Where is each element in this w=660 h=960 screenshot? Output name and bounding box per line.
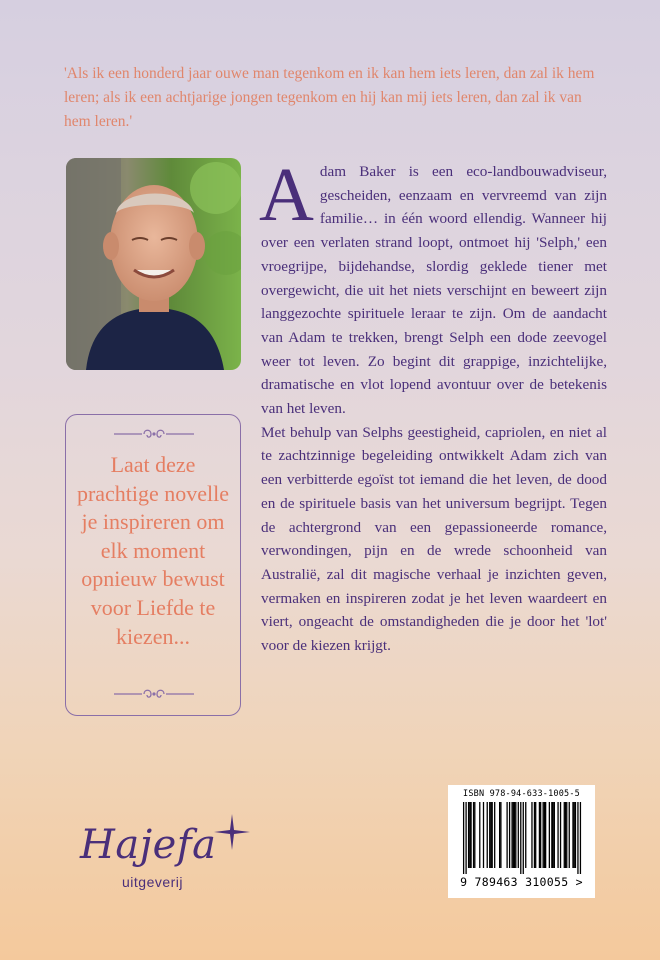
barcode-bar — [511, 802, 512, 868]
barcode-bar — [538, 802, 539, 868]
publisher-logo — [76, 808, 276, 908]
barcode-bar — [499, 802, 500, 868]
barcode-bar — [566, 802, 567, 868]
drop-cap: A — [259, 153, 314, 237]
barcode-bar — [563, 802, 564, 868]
back-cover-quote: 'Als ik een honderd jaar ouwe man tegenkom en ik kan hem iets leren, dan zal ik hem leren; als ik een achtjarige jongen tegenkom en hij kan mij iets leren, dan zal ik van hem leren.' — [64, 65, 595, 131]
description-paragraph-1-text: dam Baker is een eco-landbouwadviseur, gescheiden, eenzaam en vervreemd van zijn familie… in één woord ellendig. Wanneer hij over een verlaten strand loopt, ontmoet hij 'Selph,' een vroegrijpe, bijdehandse, slordig geklede tiener met overgewicht, die uit het niets verschijnt en beweert zijn langgezochte spirituele leraar te zijn. Om de aandacht van Adam te trekken, brengt Selph een dode zeevogel weer tot leven. Zo begint dit grappige, inzichtelijke, dramatische en vlot lopend avontuur over de betekenis van het leven. — [261, 163, 607, 418]
barcode-bar — [533, 802, 534, 868]
barcode-bar — [548, 802, 549, 868]
flourish-ornament-icon — [114, 687, 194, 701]
barcode-bar — [553, 802, 554, 868]
barcode-bar — [544, 802, 545, 868]
barcode-bar — [489, 802, 490, 868]
publisher-name: Hajefa — [80, 822, 217, 868]
description-paragraph-1 — [259, 153, 607, 421]
barcode-bar — [574, 802, 575, 868]
barcode-bar — [465, 802, 466, 874]
callout-text: Laat deze prachtige novelle je inspireren om elk moment opnieuw bewust voor Liefde te kiezen... — [76, 452, 230, 649]
barcode-bar — [513, 802, 514, 868]
barcode-bar — [552, 802, 553, 868]
barcode-bar — [559, 802, 560, 868]
sparkle-star-icon — [214, 814, 250, 850]
barcode-bar — [515, 802, 516, 868]
barcode-bar — [474, 802, 475, 868]
barcode-bar — [508, 802, 509, 868]
barcode-bar — [469, 802, 470, 868]
barcode-bar — [506, 802, 507, 868]
flourish-ornament-icon — [114, 427, 194, 441]
barcode-bar — [579, 802, 580, 874]
barcode-bar — [517, 802, 518, 868]
barcode-bar — [564, 802, 565, 868]
callout-box — [65, 414, 241, 716]
barcode-bar — [494, 802, 495, 868]
barcode-bar — [479, 802, 480, 868]
barcode-bar — [573, 802, 574, 868]
author-photo — [66, 158, 241, 370]
barcode-bar — [470, 802, 471, 868]
book-description — [259, 153, 607, 658]
barcode-bar — [540, 802, 541, 868]
barcode-digits: 9 789463 310055 > — [460, 875, 583, 889]
barcode-bar — [462, 802, 463, 874]
barcode-bar — [491, 802, 492, 868]
isbn-label: ISBN 978-94-633-1005-5 — [463, 789, 580, 799]
barcode-bar — [577, 802, 578, 874]
description-paragraph-2: Met behulp van Selphs geestigheid, capriolen, en niet al te zachtzinnige begeleiding ontwikkelt Adam zich van een verbitterde egoïst tot iemand die het leven, de dood en de spirituele basis van het universum begrijpt. Tegen de achtergrond van een gepassioneerde romance, verwondingen, pijn en de wrede schoonheid van Australië, zal dit magische verhaal je inzichten geven, vermaken en inspireren zodat je het leven waardeert en viert, ongeacht de omstandigheden die je door het 'lot' voor de kiezen krijgt. — [261, 423, 607, 655]
barcode-bar — [531, 802, 532, 868]
barcode-bar — [551, 802, 552, 868]
barcode-bar — [557, 802, 558, 868]
publisher-subtitle: uitgeverij — [122, 874, 184, 890]
barcode-bar — [490, 802, 491, 868]
barcode-bar — [467, 802, 468, 868]
barcode-bar — [482, 802, 483, 868]
barcode-bar — [572, 802, 573, 868]
barcode-bar — [525, 802, 526, 868]
barcode-bar — [542, 802, 543, 868]
barcode-bar — [522, 802, 523, 874]
barcode-bar — [472, 802, 473, 868]
barcode-bar — [543, 802, 544, 868]
barcode-bar — [500, 802, 501, 868]
barcode-bar — [512, 802, 513, 868]
barcode-bar — [486, 802, 487, 868]
barcode-bar — [535, 802, 536, 868]
barcode-bars — [458, 802, 586, 874]
barcode-bar — [568, 802, 569, 868]
barcode-bar — [520, 802, 521, 874]
isbn-barcode — [448, 785, 595, 898]
